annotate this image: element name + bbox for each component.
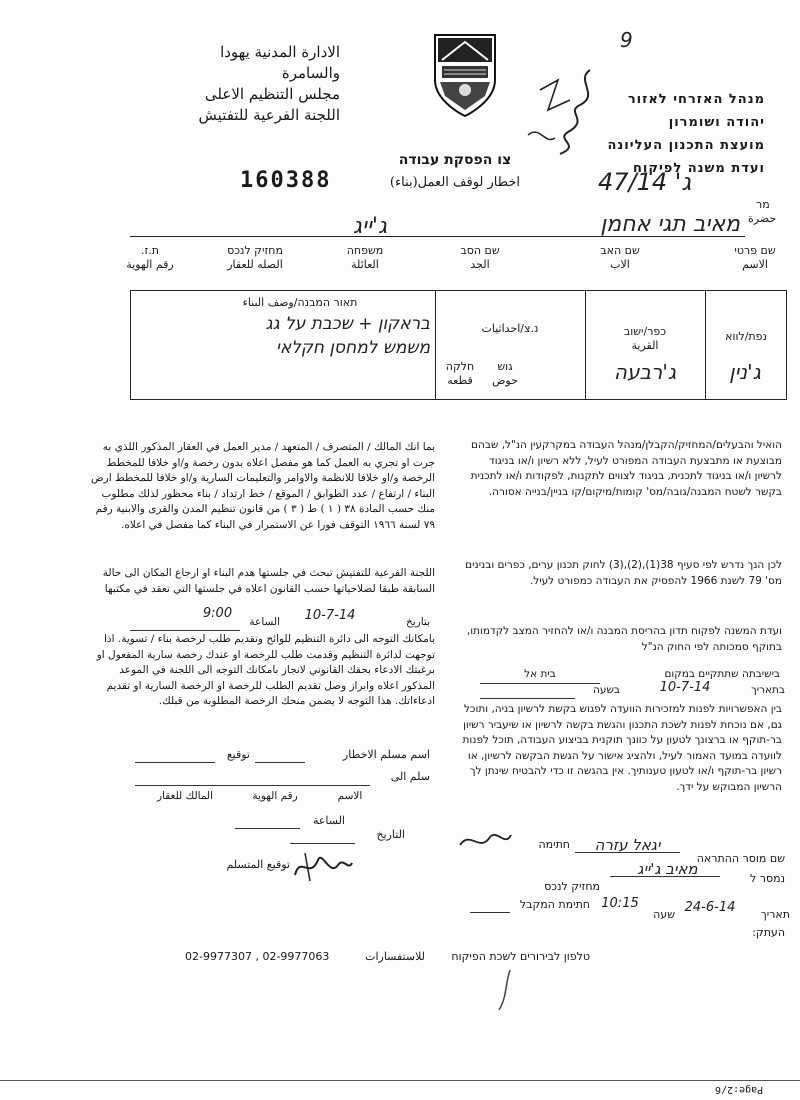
arabic-paragraph-1: بما انك المالك / المتصرف / المتعهد / مدير العمل في العقار المذكور اللذي به جرت او تجري به العمل كما هو مفصل اعلاه بدون رخصة و/او خلافا للمخطط الرخصة و/او خلافا للانظمة والاوامر والتعليمات السارية و/او خلافا للمخطط ارض البناء / ارتفاع / عدد الطوابق / الموقع / خط ارتداد / بناء محظور لذلك مطلوب منك حسب المادة ٣٨ ( ١ ) ط ( ٣ ) من قانون تنظيم المدن والقرى والابنية رقم ٧٩ لسنة ١٩٦٦ التوقف فورا عن الاستمرار في البناء كما مفصل في اعلاه.	[90, 441, 435, 531]
label-receiver-date: תאריך	[760, 908, 790, 921]
hebrew-paragraph-3: ועדת המשנה לפקוח תדון בהריסת המבנה ו/או להחזיר המצב לקדמותו, בתוקף סמכותה לפי החוק הנ"ל	[466, 625, 782, 653]
arabic-authority-header	[130, 42, 340, 126]
table-divider	[435, 290, 436, 400]
administration-emblem	[430, 30, 500, 120]
receiver-signature	[290, 845, 355, 885]
handwritten-description: בראקון + שכבת על גג משמש למחסן חקלאי	[265, 314, 430, 358]
handwritten-holder: מאיב ג'ייג	[637, 860, 698, 878]
label-personal-name: שם פרטי الاسم	[734, 244, 776, 271]
label-copy: העתק:	[752, 926, 785, 939]
arabic-paragraph-2: اللجنة الفرعية للتفتيش تبحث في جلستها هدم البناء او ارجاع المكان الى حالة السابقة طبقا لصلاحياتها حسب القانون اعلاه في جلستها التي تعقد في مكتبها	[102, 567, 435, 595]
hebrew-header-line: מנהל האזרחי לאזור	[627, 92, 765, 107]
hebrew-header-line: מועצת התכנון העליונה	[607, 138, 765, 153]
label-session-hour: בשעה	[593, 684, 620, 696]
label-holder: מחזיק לנכס الصله للعقار	[227, 244, 283, 271]
label-arabic-delivered-to: سلم الى	[390, 770, 430, 783]
handwritten-arabic-date: 10-7-14	[304, 608, 356, 623]
footer-inquiries-hebrew: טלפון לבירורים לשכת הפיקוח	[451, 950, 590, 963]
label-deliverer: שם מוסר ההתראה	[696, 852, 785, 865]
file-number: 47/14 'ג	[598, 168, 692, 196]
arabic-hour-underline	[130, 630, 240, 631]
label-session-place: בישיבתה שתתקיים במקום	[664, 668, 780, 680]
hebrew-authority-header	[545, 88, 765, 180]
arabic-header-line: والسامرة	[281, 64, 340, 82]
hebrew-paragraph-2: לכן הנך נדרש לפי סעיף 38(1),(2),(3) לחוק תכנון ערים, כפרים ובנינים מס' 79 לשנת 1966 להפסיק את העבודה כמפורט לעיל.	[465, 559, 782, 587]
hebrew-paragraph-4: בין האפשרויות לפנות למזכירות הוועדה לפגוש בקשת לרשיון בניה, ותוכל גם, אם נוכחת לפנות לשכת התכנון והגשת בקשה לרשיון או שיעביר רשיון בר-תוקף או ברצונך לטעון על כוונך תוקנית בביצוע העבודה, תוכל לפנות לוועדה במועד האמור לעיל, ולהציג אישור על הגשת הבקשה לרשיון, או רשיון בר-תוקף ו/או לטעון טענותיך. אין בהגשה זו כדי להבטיח שינתן לך הרשיון המבוקש על ידך.	[462, 703, 782, 793]
handwritten-receiver-date: 24-6-14	[684, 900, 736, 915]
label-name-arabic: حضرة	[748, 212, 777, 225]
label-arabic-signature: توقيع	[226, 748, 250, 761]
delivered-underline	[610, 876, 720, 877]
arabic-header-line: اللجنة الفرعية للتفتيش	[198, 106, 340, 124]
arabic-header-line: مجلس التنظيم الاعلى	[204, 85, 340, 103]
handwritten-receiver-hour: 10:15	[601, 896, 639, 911]
label-parcel: חלקה قطعه	[445, 360, 475, 387]
label-signature: חתימה	[538, 838, 570, 851]
page-marker: 9	[620, 28, 633, 52]
pen-stroke	[495, 965, 515, 1015]
arabic-date2-underline	[290, 843, 355, 844]
serial-number: 160388	[240, 168, 332, 193]
label-arabic-hour: الساعة	[249, 616, 280, 628]
label-mr: מר	[756, 198, 770, 211]
label-delivered-to: נמסר ל	[750, 872, 785, 885]
footer-inquiries-arabic: للاستفسارات	[365, 950, 425, 963]
label-receiver-signature-arabic: توقيع المتسلم	[226, 858, 290, 871]
fax-divider	[0, 1080, 800, 1081]
fax-page-indicator: Page:2/6	[715, 1084, 764, 1095]
hour-underline	[480, 698, 575, 699]
table-divider	[705, 290, 706, 400]
label-id: ת.ז. رقم الهوية	[126, 244, 174, 271]
label-holder-of-property: מחזיק לנכס	[544, 880, 600, 893]
label-family: משפחה العائلة	[346, 244, 384, 271]
order-title-hebrew: צו הפסקת עבודה	[398, 152, 512, 168]
arabic-hour2-underline	[235, 828, 300, 829]
handwritten-first-name: מאיב תגי אחמן	[600, 212, 740, 237]
label-receiver-hour: שעה	[653, 908, 675, 921]
hebrew-paragraph-1: הואיל והבעלים/המחזיק/הקבלן/מנהל העבודה במקרקעין הנ"ל, שבהם מבוצעת או מתבצעת העבודה המפורט לעיל, ללא רשיון ו/או בניגוד לרשיון ו/או בניגוד לתכנית, בניגוד לצווים לתקנות, לפקודות ו/או לתכנית בקשר לשטח המבנה/גובה/מס' קומות/מיקום/קו בניין/בנייה אסורה.	[470, 439, 782, 498]
handwritten-session-date: 10-7-14	[659, 680, 711, 695]
handwritten-district: ג'נין	[729, 360, 761, 384]
session-place-value: בית אל	[524, 668, 556, 680]
label-arabic-hour-2: الساعة	[312, 814, 345, 827]
arabic-sig-underline	[135, 762, 215, 763]
deliverer-underline	[575, 852, 680, 853]
label-coordinates: נ.צ/احداثيات	[481, 322, 539, 335]
label-arabic-id: رقم الهوية	[252, 790, 298, 802]
arabic-delivered-underline	[135, 785, 370, 786]
receiver-sig-underline	[470, 912, 510, 913]
arabic-deliverer-underline	[255, 762, 305, 763]
arabic-paragraph-3: بامكانك التوجه الى دائرة التنظيم للوائح وتقديم طلب لرخصة بناء / تسوية. اذا توجهت لدائرة التنظيم وقدمت طلب للرخصة او عندك رخصة سارية المفعول او برغبتك الادعاء بحقك القانوني لانجاز بامكانك التوجه الى اللجنة في الموعد المذكور اعلاه وابراز وصل تقديم الطلب للرخصة او الرخصة السارية او تقديم ادعاءاتك. هذا التوجه لا يضمن منحك الرخصة المطلوبة من قبلك.	[96, 633, 435, 707]
handwritten-arabic-hour: 9:00	[202, 606, 233, 621]
handwritten-deliverer: יגאל עזרה	[594, 836, 661, 854]
label-district: נפת/לווא	[725, 330, 767, 343]
table-divider	[585, 290, 586, 400]
label-grandfather: שם הסב الجد	[460, 244, 500, 271]
label-village: כפר/ישוב القرية	[623, 325, 667, 352]
name-underline	[130, 236, 745, 237]
hebrew-header-line: יהודה ושומרון	[668, 115, 765, 130]
label-father: שם האב الاب	[600, 244, 640, 271]
footer-phone-numbers: 02-9977307 , 02-9977063	[185, 950, 330, 963]
label-arabic-deliverer: اسم مسلم الاخطار	[342, 748, 430, 761]
order-title-arabic: اخطار لوقف العمل(بناء)	[389, 175, 521, 190]
handwritten-village: ג'רבעה	[613, 360, 677, 384]
hebrew-header-line: ועדת משנה לפיקוח	[633, 161, 765, 176]
label-arabic-date-2: التاريخ	[376, 828, 405, 841]
arabic-header-line: الادارة المدنية يهودا	[220, 43, 340, 61]
deliverer-signature	[455, 825, 515, 855]
label-block: גוש حوض	[492, 360, 518, 387]
label-receiver-signature: חתימת המקבל	[519, 898, 590, 911]
label-arabic-date: بتاريخ	[405, 616, 430, 628]
label-session-date: בתאריך	[751, 684, 785, 696]
handwritten-surname: ג'ייג	[352, 214, 388, 239]
label-arabic-owner: المالك للعقار	[156, 790, 214, 802]
label-arabic-name: الاسم	[337, 790, 363, 802]
label-building-description: תאור המבנה/وصف البناء	[242, 296, 358, 309]
